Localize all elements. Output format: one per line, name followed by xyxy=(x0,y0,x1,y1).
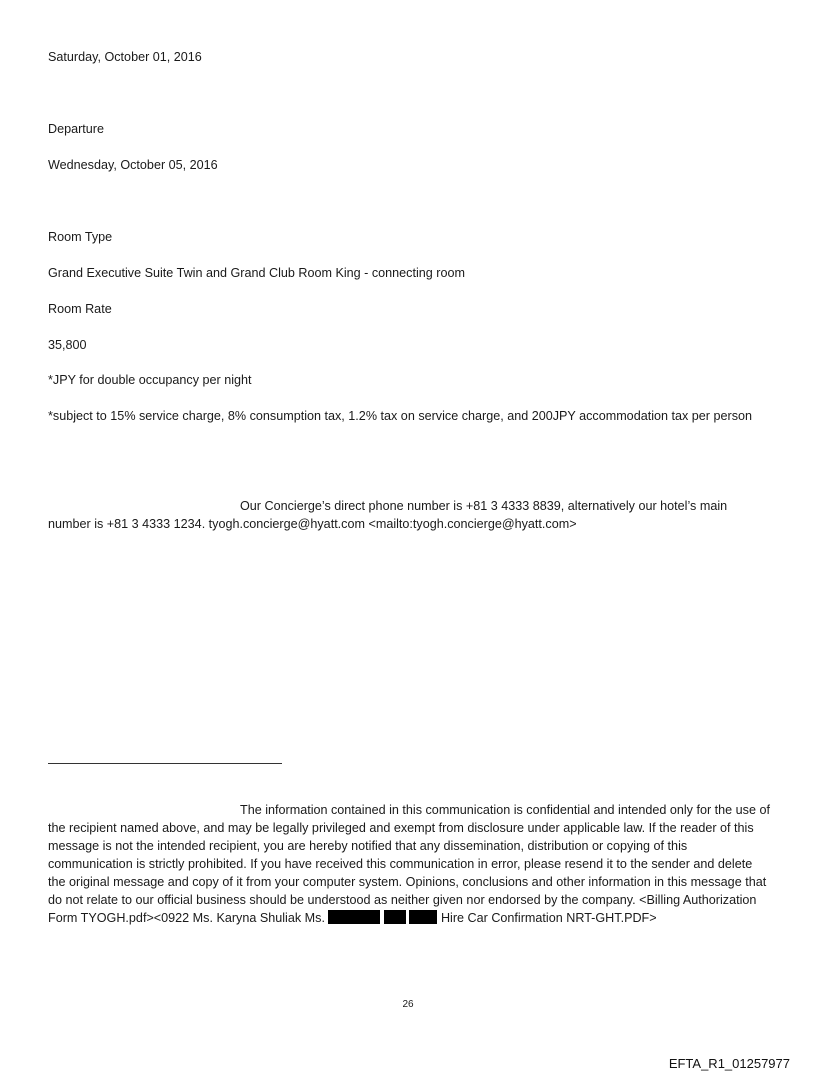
departure-date: Wednesday, October 05, 2016 xyxy=(48,158,218,172)
disclaimer-tail-text: Hire Car Confirmation NRT-GHT.PDF> xyxy=(440,911,657,925)
bates-number: EFTA_R1_01257977 xyxy=(668,1056,790,1071)
concierge-text: Our Concierge’s direct phone number is +81 3 4333 8839, alternatively our hotel’s main number is +81 3 4333 1234. tyogh.concierge@hyatt.com <mailto:tyogh.concierge@hyatt.com> xyxy=(48,499,728,531)
room-rate-value: 35,800 xyxy=(48,338,87,352)
redaction-block xyxy=(328,910,380,924)
redaction-block xyxy=(384,910,406,924)
disclaimer-paragraph xyxy=(48,801,770,927)
room-type-label: Room Type xyxy=(48,230,113,244)
room-type-value: Grand Executive Suite Twin and Grand Club Room King - connecting room xyxy=(48,266,465,280)
redaction-block xyxy=(409,910,437,924)
room-rate-label: Room Rate xyxy=(48,302,112,316)
disclaimer-text: The information contained in this communication is confidential and intended only for the use of the recipient named above, and may be legally privileged and exempt from disclosure under applicable law. If the reader of this message is not the intended recipient, you are hereby notified that any dissemination, distribution or copying of this communication is strictly prohibited. If you have received this communication in error, please resend it to the sender and delete the original message and copy of it from your computer system. Opinions, conclusions and other information in this message that do not relate to our official business should be understood as neither given nor endorsed by the company. <Billing Authorization Form TYOGH.pdf><0922 Ms. Karyna Shuliak Ms. xyxy=(48,803,770,925)
departure-label: Departure xyxy=(48,122,105,136)
arrival-date: Saturday, October 01, 2016 xyxy=(48,50,202,64)
page-number: 26 xyxy=(402,999,414,1010)
rate-note: *JPY for double occupancy per night xyxy=(48,373,252,387)
separator-rule xyxy=(48,763,282,764)
tax-note: *subject to 15% service charge, 8% consumption tax, 1.2% tax on service charge, and 200JPY accommodation tax per person xyxy=(48,409,753,423)
concierge-paragraph xyxy=(48,497,770,533)
